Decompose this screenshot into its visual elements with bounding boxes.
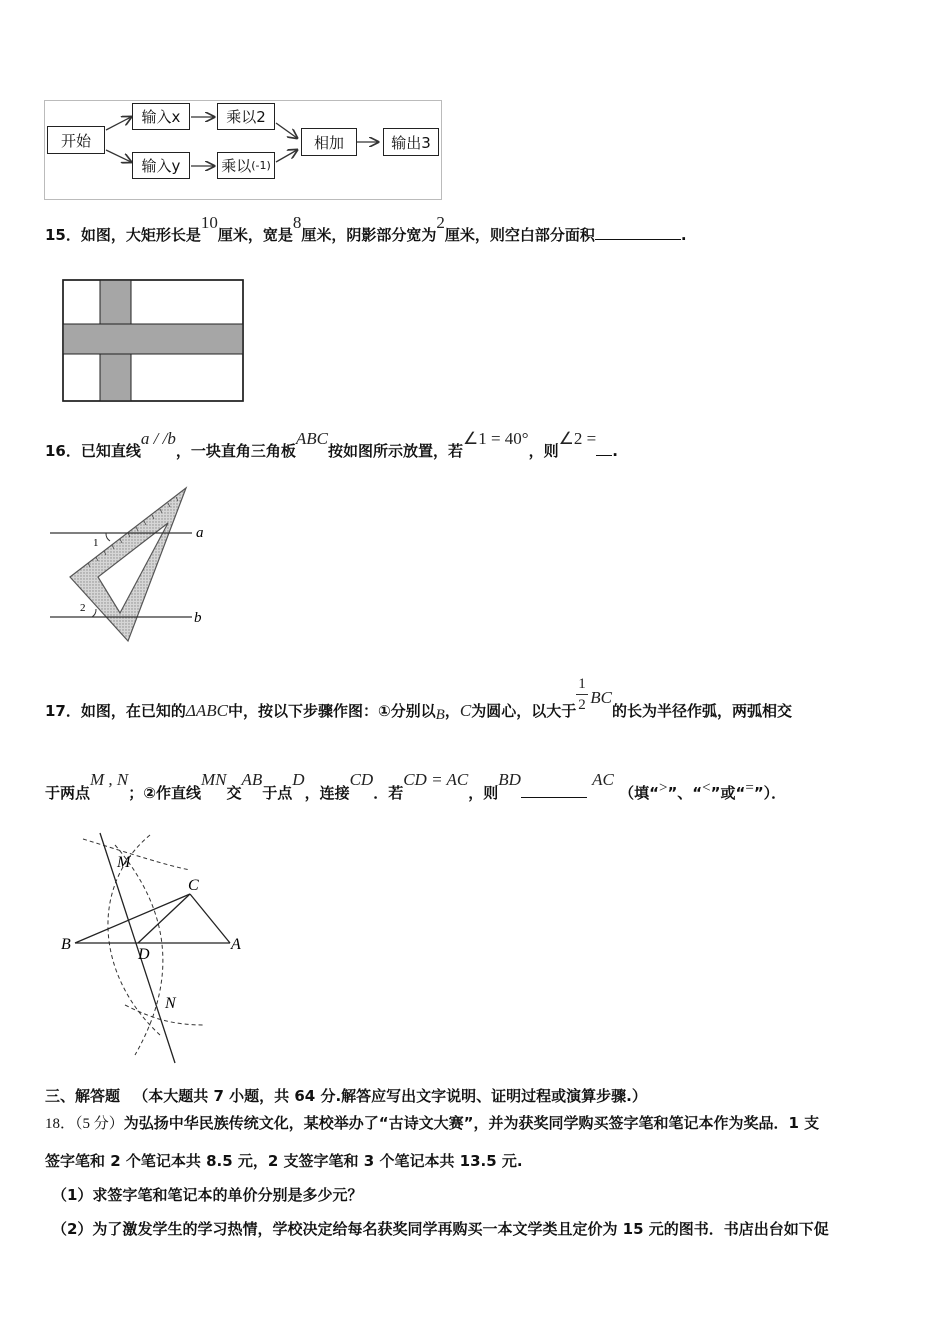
q17-frac-den: 2: [578, 697, 586, 713]
flow-input-y-box: 输入y: [132, 152, 190, 179]
section-3-title: 三、解答题: [45, 1087, 121, 1105]
q15-length: 10: [200, 213, 218, 232]
q17-gt: >: [658, 780, 668, 796]
q16-mid1: ，一块直角三角板: [175, 442, 296, 460]
section-3-note: （本大题共 7 小题，共 64 分.解答应写出文字说明、证明过程或演算步骤.）: [133, 1087, 647, 1105]
question-17-line1: [45, 676, 792, 723]
q17-mid2: 为圆心，以大于: [471, 702, 577, 720]
question-18-line2: 签字笔和 2 个笔记本共 8.5 元，2 支签字笔和 3 个笔记本共 13.5 元.: [45, 1152, 523, 1170]
q17-triangle: ΔABC: [185, 701, 228, 720]
flow-multiply-neg1-text: 乘以: [221, 157, 252, 175]
q18-line1: 为弘扬中华民族传统文化，某校举办了“古诗文大赛”，并为获奖同学购买签字笔和笔记本作为奖品．1 支: [123, 1114, 820, 1132]
question-15-text: [45, 213, 687, 245]
q17-l2-j: ”或“: [710, 784, 746, 802]
q17-fig-label-a: A: [231, 936, 241, 953]
q15-shade-width: 2: [436, 213, 445, 232]
flow-input-x-box: 输入x: [132, 103, 190, 130]
q17-mid1: 中，按以下步骤作图：①分别以: [227, 702, 436, 720]
q16-label-2: 2: [80, 602, 86, 614]
q17-lt: <: [702, 780, 711, 796]
q15-end: .: [680, 226, 687, 244]
flow-multiply-neg1-box: [217, 152, 275, 179]
q16-label-1: 1: [93, 537, 99, 549]
question-18-part2: （2）为了激发学生的学习热情，学校决定给每名获奖同学再购买一本文学类且定价为 15 元的图书．书店出台如下促: [52, 1220, 829, 1238]
q17-point-b: B: [435, 707, 445, 723]
flow-start-box: 开始: [47, 126, 105, 154]
question-16-text: [45, 429, 618, 461]
q16-end: .: [612, 442, 618, 460]
q17-fig-label-c: C: [188, 877, 199, 894]
q16-triangle-figure: [50, 485, 220, 645]
q16-prefix: 16．已知直线: [45, 442, 141, 460]
q17-eq: =: [745, 780, 754, 796]
q16-mid2: 按如图所示放置，若: [327, 442, 463, 460]
q17-frac-num: 1: [578, 676, 586, 692]
q17-l2-a: 于两点: [45, 784, 91, 802]
q17-mn2: MN: [200, 770, 227, 789]
q17-fig-label-n: N: [165, 995, 176, 1012]
q17-mid3: 的长为半径作弧，两弧相交: [611, 702, 792, 720]
q16-label-b: b: [194, 610, 202, 626]
section-3-heading: [45, 1086, 647, 1106]
q18-number: 18．（5 分）: [45, 1116, 124, 1132]
q17-fraction: [576, 676, 590, 716]
q17-l2-k: ”）．: [753, 784, 787, 802]
flow-output-box: 输出3: [383, 128, 439, 156]
q16-parallel-lines: a / /b: [140, 429, 176, 448]
question-18-part1: （1）求签字笔和笔记本的单价分别是多少元？: [52, 1186, 363, 1204]
q17-d: D: [292, 770, 305, 789]
q15-prefix: 15．如图，大矩形长是: [45, 226, 201, 244]
q17-l2-c: 交: [226, 784, 242, 802]
q15-answer-blank: [595, 225, 681, 240]
q16-mid3: ，则: [528, 442, 559, 460]
q17-ac: AC: [592, 770, 614, 789]
q17-bd: BD: [498, 770, 521, 789]
q17-cd-eq-ac: CD = AC: [403, 770, 469, 789]
q17-l2-b: ；②作直线: [128, 784, 201, 802]
q16-triangle: ABC: [295, 429, 328, 448]
q15-suffix: 厘米，则空白部分面积: [444, 226, 595, 244]
q17-construction-figure: [55, 825, 255, 1070]
q15-width: 8: [292, 213, 302, 232]
q16-answer-blank: [596, 441, 612, 456]
q17-ab: AB: [241, 770, 263, 789]
q17-mn: M , N: [90, 770, 129, 789]
q17-fig-label-d: D: [138, 946, 150, 963]
flow-add-box: 相加: [301, 128, 357, 156]
q17-prefix: 17．如图，在已知的: [45, 702, 186, 720]
q17-answer-blank: [521, 783, 587, 798]
q17-l2-i: ”、“: [667, 784, 703, 802]
flow-multiply-2-box: 乘以2: [217, 103, 275, 130]
q17-comma: ，: [444, 702, 460, 720]
question-17-line2: [45, 770, 787, 804]
q17-l2-e: ，连接: [304, 784, 350, 802]
q17-fig-label-m: M: [117, 854, 131, 871]
q16-angle2: ∠2 =: [558, 429, 597, 448]
q16-label-a: a: [196, 525, 204, 541]
q15-mid2: 厘米，阴影部分宽为: [301, 226, 437, 244]
q17-l2-d: 于点: [262, 784, 293, 802]
q17-fig-label-b: B: [61, 936, 71, 953]
flow-multiply-neg1-value: (-1): [251, 159, 271, 172]
q17-bc: BC: [590, 688, 612, 707]
q17-cd: CD: [349, 770, 374, 789]
q15-rectangle-figure: [62, 279, 246, 403]
question-18-line1: [45, 1113, 819, 1134]
q16-angle1: ∠1 = 40°: [462, 429, 529, 448]
q17-l2-g: ，则: [468, 784, 499, 802]
q15-mid1: 厘米，宽是: [217, 226, 293, 244]
q17-l2-h: （填“: [619, 784, 659, 802]
q17-point-c: C: [459, 701, 472, 720]
q17-l2-f: ．若: [373, 784, 404, 802]
